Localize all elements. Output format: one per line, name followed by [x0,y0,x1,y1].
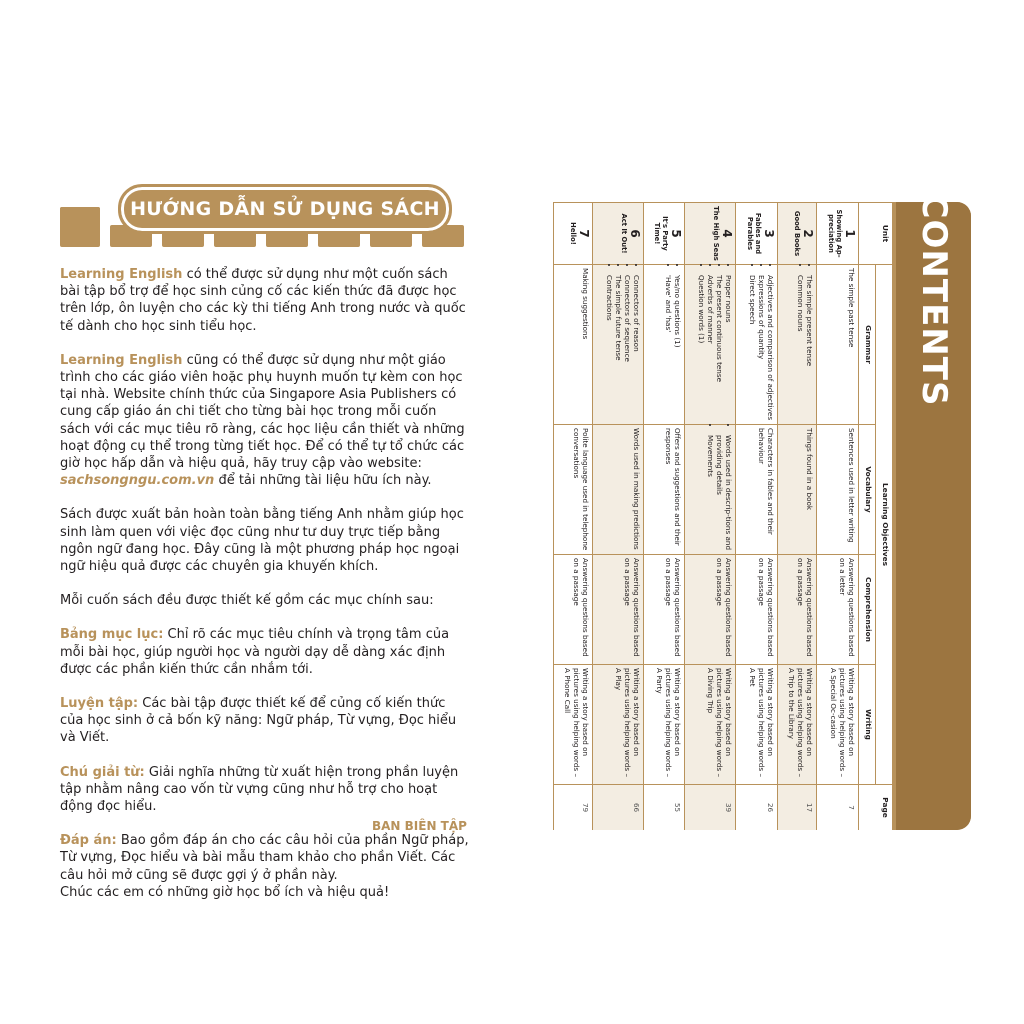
unit-name: Good Books [792,210,801,257]
paragraph-4: Mỗi cuốn sách đều được thiết kế gồm các mục chính sau: [60,593,434,609]
vocabulary-item: Words used in making predictions [631,428,641,550]
paragraph-1 [60,266,470,335]
guide-title-banner [118,184,452,234]
unit-number: 2 [800,229,815,238]
vocabulary-cell [593,425,643,555]
vocabulary-item: Offers and suggestions and their responses [664,428,683,546]
vocabulary-item: Sentences used in letter writing [846,428,856,543]
unit-number: 4 [719,229,734,238]
vocabulary-item: Characters in fables and their behaviour [756,428,775,535]
vocabulary-item: • Movements [706,435,715,551]
vocabulary-item: • Words used in descrip-tions and providing details [715,435,733,551]
vocabulary-item: Polite language used in telephone conversations [572,428,591,551]
paragraph-2-text: cũng có thể được sử dụng như một giáo trình cho các giáo viên hoặc phụ huynh muốn tự kèm con học tại nhà. Website chính thức của Singapore Asia Publishers có cung cấp giáo án chi tiết cho từng bài học trong mỗi cuốn sách với các mục tiêu rõ ràng, các học liệu cần thiết và những hoạt động cụ thể trong từng tiết học. Để có thể tự tổ chức các giờ học hấp dẫn và hiệu quả, hãy truy cập vào website: [60,352,465,472]
vocabulary-cell [554,425,593,555]
writing-cell: Writing a story based on pictures using helping words – A Trip to the Library [777,665,816,785]
table-row [593,203,643,831]
contents-table-wrapper [553,202,893,830]
header-vocabulary: Vocabulary [858,425,875,555]
comprehension-cell: Answering questions based on a passage [777,555,816,665]
section-label: Luyện tập: [60,696,139,712]
writing-cell: Writing a story based on pictures using helping words – A Play [593,665,643,785]
page-number[interactable]: 55 [643,785,685,830]
vocabulary-cell [816,425,858,555]
grammar-cell [554,265,593,425]
unit-number: 6 [627,229,642,238]
grammar-cell [643,265,685,425]
section-label: Bảng mục lục: [60,627,164,643]
page-number[interactable]: 17 [777,785,816,830]
unit-number: 5 [669,229,684,238]
table-row [816,203,858,831]
writing-cell: Writing a story based on pictures using helping words – A Diving Trip [685,665,735,785]
unit-name: The High Seas [711,206,720,261]
section-toc [60,626,470,678]
table-row [735,203,777,831]
unit-number: 1 [842,229,857,238]
paragraph-3: Sách được xuất bản hoàn toàn bằng tiếng Anh nhằm giúp học sinh làm quen với việc đọc cũng như tư duy trực tiếp bằng ngôn ngữ đang học. Đây cũng là một phương pháp học ngoại ngữ hiệu quả được các chuyên gia khuyến khích. [60,507,464,575]
brand-name: Learning English [60,352,183,368]
comprehension-cell: Answering questions based on a passage [554,555,593,665]
table-subheader-row [858,203,875,831]
page-number[interactable]: 39 [685,785,735,830]
grammar-item: • Direct speech [748,275,757,421]
page-number[interactable]: 79 [554,785,593,830]
grammar-item: • Yes/no questions (1) [673,275,682,421]
vocabulary-cell [777,425,816,555]
table-row [643,203,685,831]
contents-table [553,202,893,830]
header-unit: Unit [858,203,892,265]
comprehension-cell: Answering questions based on a passage [735,555,777,665]
unit-cell [643,203,685,265]
section-glossary [60,764,470,816]
paragraph-2-end: để tải những tài liệu hữu ích này. [214,473,432,489]
grammar-cell [685,265,735,425]
grammar-item: • The simple future tense [614,275,623,421]
header-comprehension: Comprehension [858,555,875,665]
grammar-item: • Connectors of sequence [623,275,632,421]
writing-cell: Writing a story based on pictures using helping words – A Special Oc-casion [816,665,858,785]
unit-cell [777,203,816,265]
signature: BAN BIÊN TẬP [372,819,467,833]
grammar-cell [777,265,816,425]
section-text: Giải nghĩa những từ xuất hiện trong phần luyện tập nhằm nâng cao vốn từ vựng cũng như hỗ trợ cho hoạt động đọc hiểu. [60,764,459,815]
unit-name: Hello! [569,222,578,245]
header-learning-objectives: Learning Objectives [875,265,892,785]
section-answers [60,832,470,884]
paragraph-2 [60,352,470,490]
header-grammar: Grammar [858,265,875,425]
writing-cell: Writing a story based on pictures using helping words – A Party [643,665,685,785]
unit-cell [593,203,643,265]
unit-cell [554,203,593,265]
unit-cell [816,203,858,265]
grammar-item: • Question words (1) [697,275,706,421]
header-page: Page [858,785,892,830]
vocabulary-cell [735,425,777,555]
section-practice [60,695,470,747]
grammar-cell [735,265,777,425]
unit-name: Act It Out! [619,213,628,254]
comprehension-cell: Answering questions based on a passage [593,555,643,665]
grammar-item: • The simple present tense [805,275,814,421]
unit-cell [735,203,777,265]
comprehension-cell: Answering questions based on a passage [685,555,735,665]
grammar-item: • Expressions of quantity [757,275,766,421]
grammar-cell [593,265,643,425]
table-row [554,203,593,831]
vocabulary-cell [643,425,685,555]
grammar-item: • Proper nouns [724,275,733,421]
section-text: Các bài tập được thiết kế để củng cố kiến thức của học sinh ở cả bốn kỹ năng: Ngữ pháp, Từ vựng, Đọc hiểu và Viết. [60,696,457,746]
grammar-item: • Contractions [605,275,614,421]
table-row [777,203,816,831]
grammar-item: • The present continuous tense [715,275,724,421]
grammar-cell [816,265,858,425]
page-number[interactable]: 7 [816,785,858,830]
section-label: Đáp án: [60,833,117,849]
writing-cell: Writing a story based on pictures using helping words – A Phone Call [554,665,593,785]
unit-name: It's Party Time! [653,216,670,251]
table-header-row [875,203,892,831]
comprehension-cell: Answering questions based on a passage [643,555,685,665]
contents-title: CONTENTS [914,193,954,407]
grammar-item: The simple past tense [846,268,856,348]
page-number[interactable]: 26 [735,785,777,830]
comprehension-cell: Answering questions based on a letter [816,555,858,665]
vocabulary-cell [685,425,735,555]
section-label: Chú giải từ: [60,764,145,780]
grammar-item: • Common nouns [796,275,805,421]
unit-name: Fables and Parables [745,212,762,255]
vocabulary-item: Things found in a book [804,428,814,511]
grammar-item: • Connectors of reason [632,275,641,421]
writing-cell: Writing a story based on pictures using helping words – A Pet [735,665,777,785]
section-text: Chỉ rõ các mục tiêu chính và trọng tâm của mỗi bài học, giúp người học và người dạy dễ dàng xác định được các phần kiến thức cần nhắm tới. [60,627,450,677]
header-writing: Writing [858,665,875,785]
closing-line: Chúc các em có những giờ học bổ ích và hiệu quả! [60,884,390,900]
page-number[interactable]: 66 [593,785,643,830]
table-row [685,203,735,831]
brand-name: Learning English [60,267,183,282]
grammar-item: Making suggestions [581,268,591,340]
grammar-item: • Adverbs of manner [706,275,715,421]
website-link[interactable]: sachsongngu.com.vn [60,473,215,489]
unit-number: 3 [761,229,776,238]
unit-number: 7 [577,229,592,238]
paragraph-1-text: có thể được sử dụng như một cuốn sách bài tập bổ trợ để học sinh củng cố các kiến thức đã được học trên lớp, ôn luyện cho các kỳ thi tiếng Anh trong nước và quốc tế dành cho học sinh tiểu học. [60,267,466,334]
unit-cell [685,203,735,265]
unit-name: Showing Ap-preciation [826,209,843,258]
grammar-item: • Adjectives and comparison of adjectives [766,275,775,421]
guide-title: HƯỚNG DẪN SỬ DỤNG SÁCH [130,198,440,220]
grammar-item: • 'Have' and 'has' [664,275,673,421]
section-text: Bao gồm đáp án cho các câu hỏi của phần Ngữ pháp, Từ vựng, Đọc hiểu và bài mẫu tham khảo cho phần Viết. Các câu hỏi mở cũng sẽ được gợi ý ở phần này. [60,833,469,883]
